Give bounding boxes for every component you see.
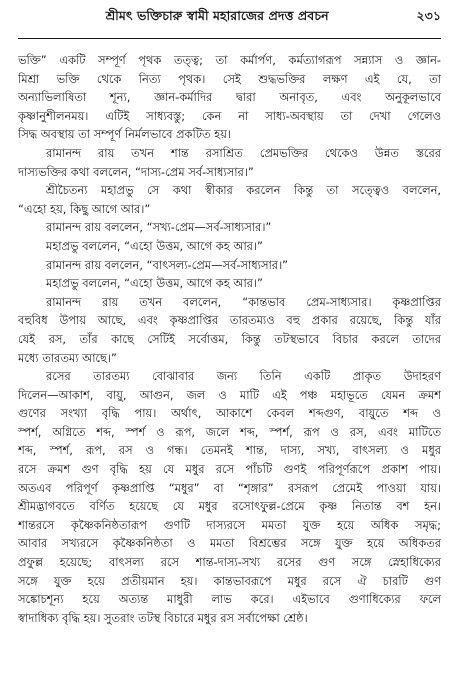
text-line: কৃষ্ণানুশীলনময়। এটিই সাধ্যবস্তু; কেন না সাধ্য-অবস্থায় তা দেখা গেলেও <box>18 108 441 123</box>
text-line: “এহো হয়, কিছু আগে আর।” <box>18 201 151 216</box>
text-line: মহাপ্রভু বললেন, “এহো উত্তম, আগে কহ আর।” <box>46 276 263 291</box>
running-header <box>18 0 441 30</box>
text-line: রসের তারতম্য বোঝাবার জন্য তিনি একটি প্রাকৃত উদাহরণ <box>46 369 441 384</box>
header-rule <box>18 38 441 39</box>
text-line: দিলেন—আকাশ, বায়ু, আগুন, জল ও মাটি এই পঞ্চ মহাভূতে যেমন ক্রমশ <box>18 387 441 402</box>
text-line: সঙ্গে যুক্ত হয়ে প্রতীয়মান হয়। কান্তভাবরূপে মধুর রসে ঐ চারটি গুণ <box>18 573 441 588</box>
text-line: দাস্যভক্তির কথা বললেন, “দাস্য-প্রেম সর্ব-সাধ্যসার।” <box>18 164 254 179</box>
text-line: যেই রস, তাঁর কাছে সেটিই সর্বোত্তম, কিন্তু তটস্থভাবে বিচার করলে তাদের <box>18 331 441 346</box>
text-line: রামানন্দ রায় বললেন, “সখ্য-প্রেম—সর্ব-সাধ্যসার।” <box>46 220 272 235</box>
text-line: প্রফুল্ল হয়েছে; বাৎসল্য রসে শান্ত-দাস্য-সখ্য রসের গুণ সঙ্গে স্নেহাধিক্যের <box>18 555 441 570</box>
text-line: বহুবিধ উপায় আছে, এবং কৃষ্ণপ্রাপ্তির তারতম্যও বহু প্রকার রয়েছে, কিন্তু যাঁর <box>18 313 441 328</box>
text-line: রামানন্দ রায় বললেন, “বাৎসল্য-প্রেম—সর্ব-সাধ্যসার।” <box>46 257 289 272</box>
text-line: সিদ্ধ অবস্থায় তা সম্পূর্ণ নির্মলভাবে প্রকটিত হয়। <box>18 127 231 142</box>
text-line: মধ্যে তারতম্য আছে।” <box>18 350 117 365</box>
text-line: শান্তরসে কৃষ্ণৈকনিষ্ঠতারূপ গুণটি দাস্যরসে মমতা যুক্ত হয়ে অধিক সমৃদ্ধ; <box>18 517 441 532</box>
text-line: শব্দ, স্পর্শ, রূপ, রস ও গন্ধ। তেমনই শান্ত, দাস্য, সখ্য, বাৎসল্য ও মধুর <box>18 443 441 458</box>
text-line: গুণের সংখ্যা বৃদ্ধি পায়। অর্থাৎ, আকাশে কেবল শব্দগুণ, বায়ুতে শব্দ ও <box>18 406 441 421</box>
text-line: শ্রীচৈতন্য মহাপ্রভু সে কথা স্বীকার করলেন কিন্তু তা সত্ত্বেও বললেন, <box>46 183 441 198</box>
text-line: অন্যাভিলাষিতা শূন্য, জ্ঞান-কর্মাদির দ্বারা অনাবৃত, এবং অনুকূলভাবে <box>18 90 441 105</box>
text-line: স্বাদাধিক্য বৃদ্ধি হয়। সুতরাং তটস্থ বিচারে মধুর রস সর্বাপেক্ষা শ্রেষ্ঠ। <box>18 610 308 625</box>
text-line: শ্রীমদ্ভাগবতে বর্ণিত হয়েছে যে মধুর রসোৎফুল্ল-প্রেমে কৃষ্ণ নিতান্ত বশ হন। <box>18 499 441 514</box>
text-line: রামানন্দ রায় তখন শান্ত রসাশ্রিত প্রেমভক্তির থেকেও উন্নত স্তরের <box>46 145 441 160</box>
page-number: ২৩১ <box>416 8 441 23</box>
text-line: স্পর্শ, অগ্নিতে শব্দ, স্পর্শ ও রূপ, জলে শব্দ, স্পর্শ, রূপ ও রস, এবং মাটিতে <box>18 424 441 439</box>
text-line: রসে ক্রমশ গুণ বৃদ্ধি হয় যে মধুর রসে পাঁচটি গুণই পরিপূর্ণরূপে প্রকাশ পায়। <box>18 462 441 477</box>
running-title: শ্রীমৎ ভক্তিচারু স্বামী মহারাজের প্রদত্ত প্রবচন <box>105 8 329 23</box>
text-line: অতএব পরিপূর্ণ কৃষ্ণপ্রাপ্তি “মধুর” বা “শৃঙ্গার” রসরূপ প্রেমেই পাওয়া যায়। <box>18 480 441 495</box>
text-line: ভক্তি” একটি সম্পূর্ণ পৃথক তত্ত্ব; তা কর্মার্পণ, কর্মত্যাগরূপ সন্ন্যাস ও জ্ঞান- <box>18 53 441 67</box>
text-line: মিশ্রা ভক্তি থেকে নিত্য পৃথক। সেই শুদ্ধভক্তির লক্ষণ এই যে, তা <box>18 71 441 86</box>
body-text <box>18 51 441 627</box>
text-line: মহাপ্রভু বললেন, “এহো উত্তম, আগে কহ আর।” <box>46 238 263 253</box>
text-line: রামানন্দ রায় তখন বললেন, “কান্তভাব প্রেম-সাধ্যসার। কৃষ্ণপ্রাপ্তির <box>46 294 441 309</box>
text-line: সঙ্কোচশূন্য হয়ে অত্যন্ত মাধুরী লাভ করে। এইভাবে গুণাধিক্যের ফলে <box>18 592 441 607</box>
text-line: আবার সখ্যরসে কৃষ্ণৈকনিষ্ঠতা ও মমতা বিশ্রম্ভের সঙ্গে যুক্ত হয়ে অধিকতর <box>18 536 441 551</box>
